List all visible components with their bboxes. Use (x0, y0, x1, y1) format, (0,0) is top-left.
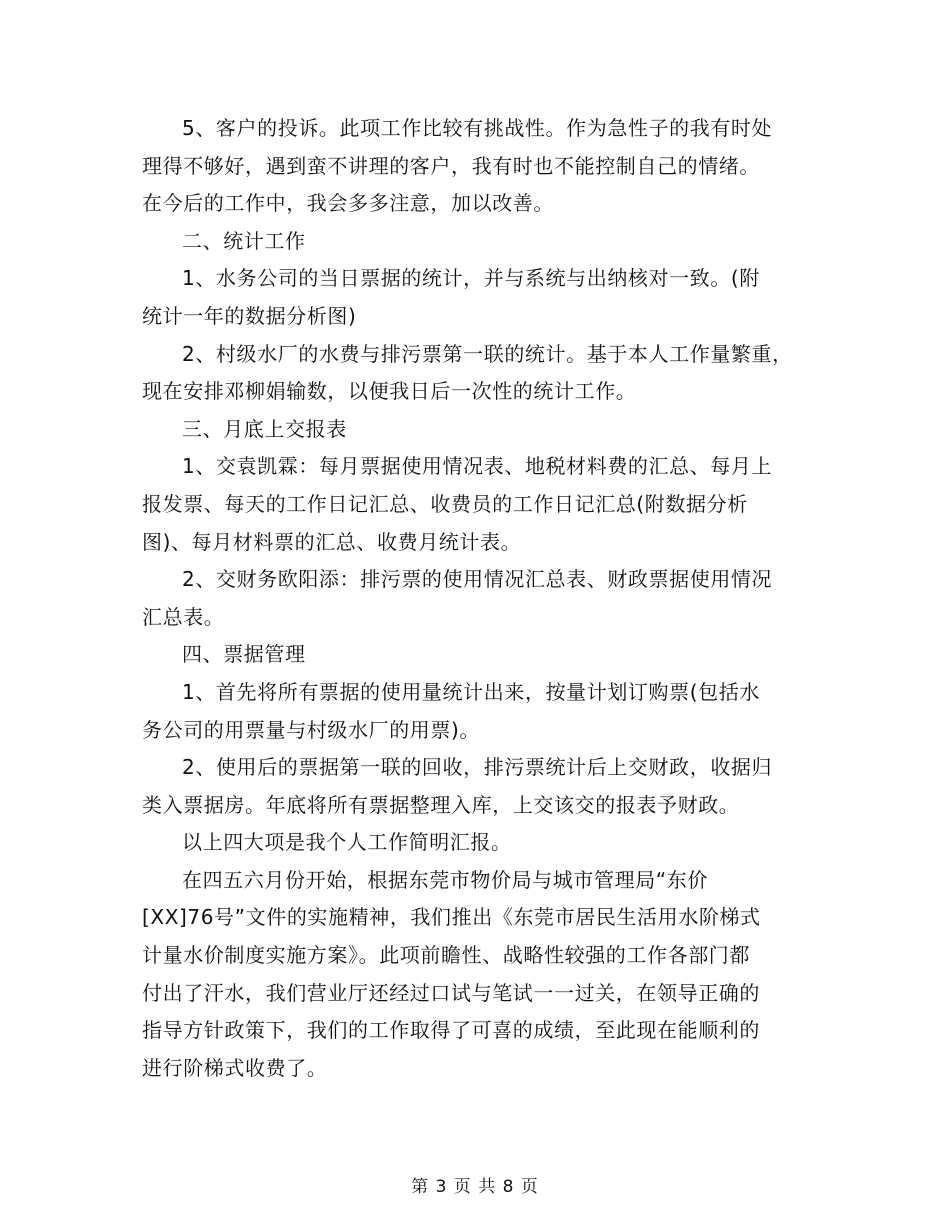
document-body (142, 110, 814, 1087)
text-line: 理得不够好，遇到蛮不讲理的客户，我有时也不能控制自己的情绪。 (142, 153, 760, 178)
paragraph-1 (142, 110, 814, 223)
page-number-footer: 第 3 页 共 8 页 (411, 1177, 539, 1197)
text-line: 图)、每月材料票的汇总、收费月统计表。 (142, 529, 522, 554)
paragraph-9 (142, 674, 814, 749)
text-line: 付出了汗水，我们营业厅还经过口试与笔试一一过关，在领导正确的 (142, 980, 760, 1005)
text-line: 现在安排邓柳娟输数，以便我日后一次性的统计工作。 (142, 379, 637, 404)
text-line: 汇总表。 (142, 604, 225, 629)
text-line: 2、交财务欧阳添：排污票的使用情况汇总表、财政票据使用情况 (182, 567, 773, 592)
text-line: 二、统计工作 (182, 228, 306, 253)
text-line: 1、首先将所有票据的使用量统计出来，按量计划订购票(包括水 (182, 679, 760, 704)
section-heading-tickets (142, 636, 814, 674)
paragraph-12 (142, 862, 814, 1088)
paragraph-7 (142, 561, 814, 636)
text-line: 报发票、每天的工作日记汇总、收费员的工作日记汇总(附数据分析 (142, 491, 748, 516)
text-line: 统计一年的数据分析图) (142, 303, 357, 328)
section-heading-statistics (142, 223, 814, 261)
paragraph-4 (142, 336, 814, 411)
paragraph-10 (142, 749, 814, 824)
text-line: 四、票据管理 (182, 642, 306, 667)
text-line: 5、客户的投诉。此项工作比较有挑战性。作为急性子的我有时处 (182, 116, 773, 140)
paragraph-summary (142, 824, 814, 862)
text-line: 以上四大项是我个人工作简明汇报。 (182, 830, 512, 855)
text-line: 1、交袁凯霖：每月票据使用情况表、地税材料费的汇总、每月上 (182, 454, 773, 479)
text-line: 2、使用后的票据第一联的回收，排污票统计后上交财政，收据归 (182, 755, 773, 780)
text-line: 计量水价制度实施方案》。此项前瞻性、战略性较强的工作各部门都 (142, 943, 750, 968)
text-line: 1、水务公司的当日票据的统计，并与系统与出纳核对一致。(附 (182, 266, 760, 291)
text-line: 在今后的工作中，我会多多注意，加以改善。 (142, 191, 554, 216)
text-line: 2、村级水厂的水费与排污票第一联的统计。基于本人工作量繁重， (182, 341, 793, 366)
text-line: 务公司的用票量与村级水厂的用票)。 (142, 717, 481, 742)
text-line: [XX]76号”文件的实施精神，我们推出《东莞市居民生活用水阶梯式 (142, 905, 761, 930)
paragraph-6 (142, 448, 814, 561)
text-line: 在四五六月份开始，根据东莞市物价局与城市管理局“东价 (182, 867, 708, 892)
text-line: 类入票据房。年底将所有票据整理入库，上交该交的报表予财政。 (142, 792, 740, 817)
section-heading-reports (142, 411, 814, 449)
text-line: 三、月底上交报表 (182, 416, 347, 441)
text-line: 指导方针政策下，我们的工作取得了可喜的成绩，至此现在能顺利的 (142, 1018, 760, 1043)
paragraph-3 (142, 260, 814, 335)
text-line: 进行阶梯式收费了。 (142, 1055, 328, 1080)
